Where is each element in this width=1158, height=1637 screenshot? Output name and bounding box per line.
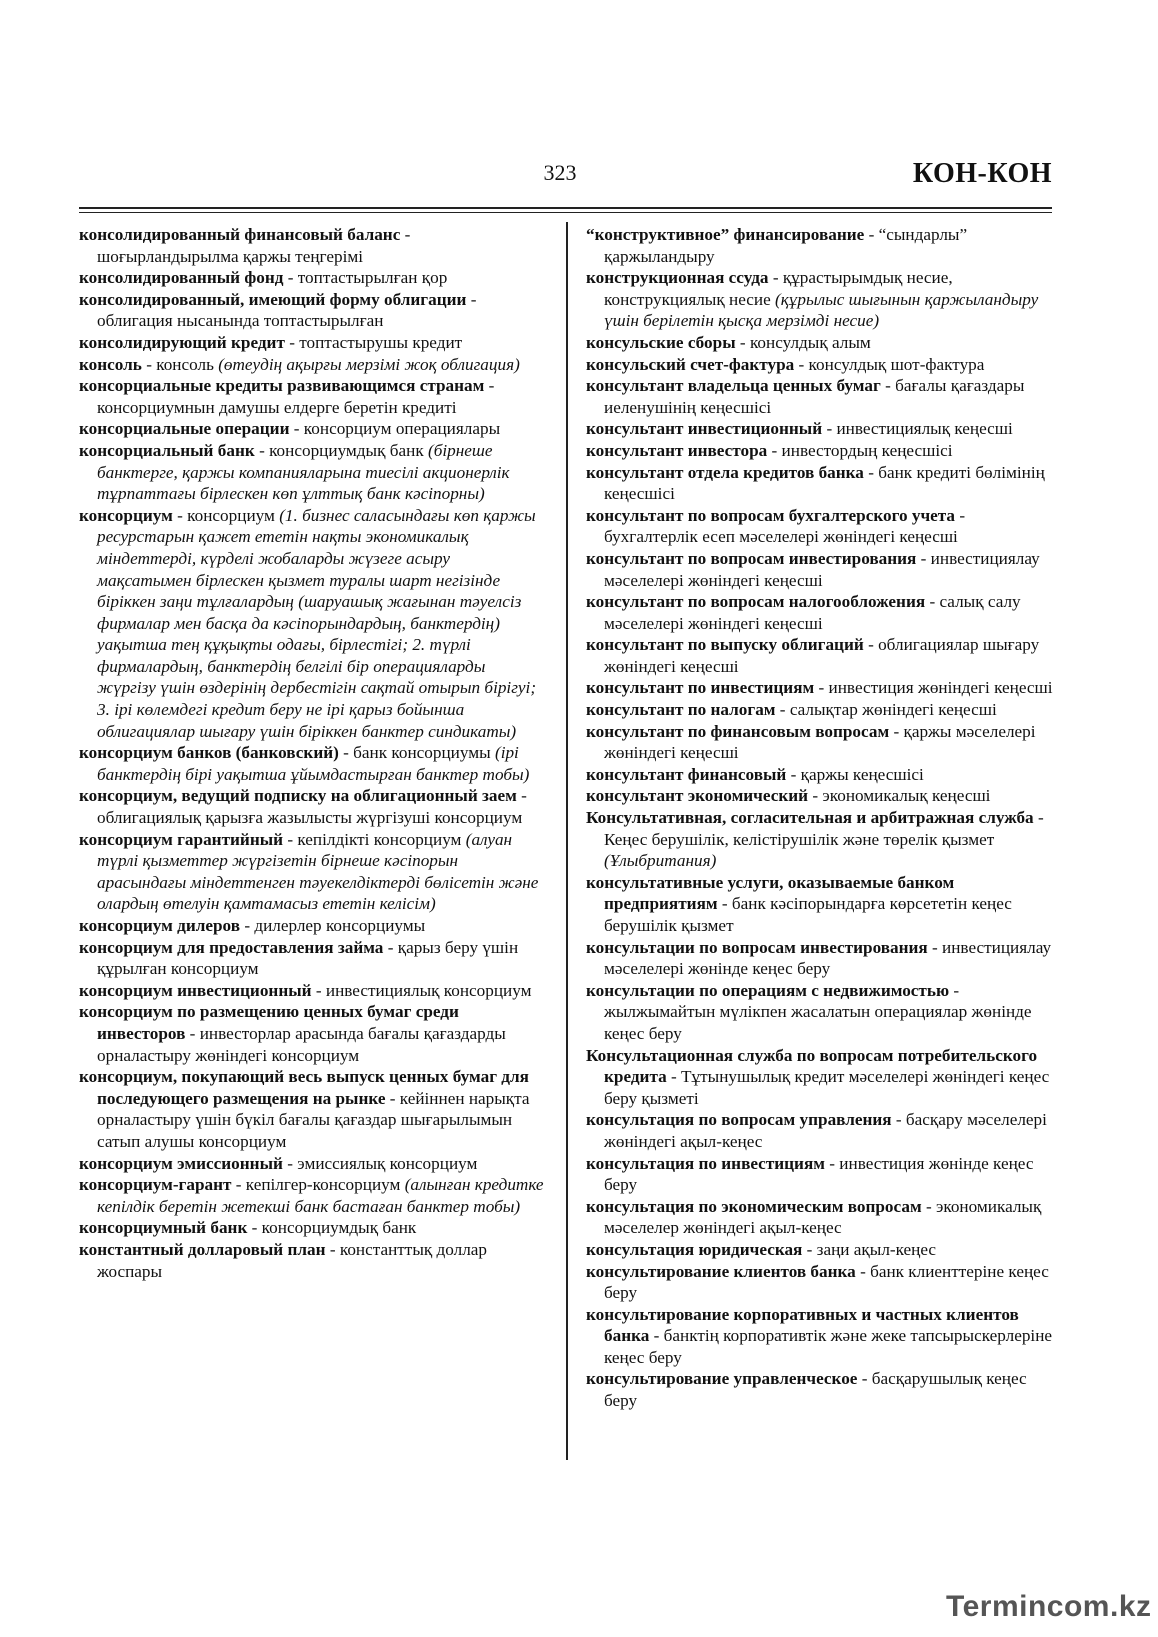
entry-term: консолидированный, имеющий форму облигации [79,289,467,309]
entry-term: консолидированный финансовый баланс [79,225,401,244]
entry-term: консолидирующий кредит [79,332,285,352]
entry-translation: - консулдық алым [735,332,871,352]
entry-translation: - банк кредиті бөлімінің кеңесшісі [604,462,1045,504]
dictionary-entry [586,462,1054,505]
dictionary-entry [586,872,1054,937]
dictionary-entry [79,980,546,1002]
dictionary-entry [586,1153,1054,1196]
entry-term: консультант по вопросам инвестирования [586,548,917,568]
dictionary-entry [586,1261,1054,1304]
column-divider [566,222,568,1460]
entry-note: (1. бизнес саласындағы көп қаржы ресурстарын қажет ететін нақты экономикалық міндеттерді, күрделі жобаларды жүзеге асыру мақсатымен бірлескен қызмет туралы шарт негізінде біріккен заңи тұлғалардың (шаруашық жағынан тәуелсіз фирмалар мен басқа да кәсіпорындардың, банктердің) уақытша тең құқықты одағы, бірлестігі; 2. түрлі фирмалардың, банктердің белгілі бір операцияларды жүргізу үшін өздерінің дербестігін сақтай отырып бірігуі; 3. ірі көлемдегі кредит беру не ірі қарыз бойынша облигациялар шығару үшін біріккен банктер синдикаты) [97,505,537,741]
dictionary-entry [586,807,1054,872]
dictionary-entry [586,1196,1054,1239]
dictionary-entry [586,1045,1054,1110]
right-column [586,224,1054,1412]
entry-term: консорциум, покупающий весь выпуск ценных бумаг для последующего размещения на рынке [79,1067,529,1108]
entry-term: консорциум, ведущий подписку на облигационный заем [79,786,517,806]
entry-term: консорциум-гарант [79,1175,232,1195]
entry-translation: - Кеңес берушілік, келістірушілік және төрелік қызмет [604,808,1044,849]
entry-term: консорциальный банк [79,440,255,460]
entry-translation: - салық салу мәселелері жөніндегі кеңесші [604,592,1021,633]
dictionary-entry [79,375,546,418]
entry-translation: - заңи ақыл-кеңес [802,1239,937,1259]
entry-translation: - салықтар жөніндегі кеңесші [775,700,997,720]
entry-term: консорциум гарантийный [79,829,284,849]
page-number: 323 [543,160,577,185]
entry-translation: - банк кәсіпорындарға көрсететін кеңес берушілік қызмет [604,894,1012,935]
entry-term: консультант инвестиционный [586,419,823,439]
entry-term: консультант отдела кредитов банка [586,462,864,482]
entry-term: консультирование управленческое [586,1369,858,1389]
entry-translation: - қарыз беру үшін құрылған консорциум [97,937,519,979]
entry-translation: - басқарушылық кеңес беру [604,1369,1027,1411]
dictionary-entry [586,267,1054,332]
dictionary-entry [586,332,1054,354]
entry-term: консультативные услуги, оказываемые банком предприятиям [586,872,955,914]
termincom-watermark-logo: Termincom.kz [946,1590,1152,1623]
dictionary-entry [79,332,546,354]
dictionary-entry [79,785,546,828]
dictionary-entry [79,1001,546,1066]
dictionary-entry [586,1109,1054,1152]
entry-note: (бірнеше банктерге, қаржы компанияларына тиесілі акционерлік тұрпаттағы бірлескен көп ұлттық банк кәсіпорны) [97,440,510,504]
entry-translation: - облигациялық қарызға жазылысты жүргізуші консорциум [97,786,527,828]
dictionary-entry [586,375,1054,418]
dictionary-entry [586,1239,1054,1261]
entry-term: консорциумный банк [79,1218,248,1238]
entry-term: консоль [79,354,142,374]
entry-term: консультант экономический [586,786,809,806]
dictionary-entry [586,591,1054,634]
entry-translation: - консорциумдық банк [247,1218,417,1238]
entry-term: консорциальные кредиты развивающимся странам [79,376,485,396]
entry-translation: - инвестиция жөнінде кеңес беру [604,1153,1034,1195]
entry-translation: - облигация нысанында топтастырылған [97,289,477,331]
dictionary-entry [79,829,546,915]
entry-translation: - инвесторлар арасында бағалы қағаздарды орналастыру жөніндегі консорциум [97,1023,506,1065]
entry-term: консультант по вопросам налогообложения [586,592,926,612]
entry-term: консультации по вопросам инвестирования [586,937,928,957]
entry-translation: - топтастырушы кредит [284,332,463,352]
entry-translation: - банк консорциумы [338,743,495,763]
entry-term: “конструктивное” финансирование [586,225,865,244]
dictionary-entry [79,354,546,376]
entry-translation: - жылжымайтын мүлікпен жасалатын операциялар жөнінде кеңес беру [604,980,1032,1043]
entry-term: консульские сборы [586,332,736,352]
entry-translation: - қаржы кеңесшісі [786,764,924,784]
entry-translation: - кепілдікті консорциум [283,829,466,849]
entry-note: (алынған кредитке кепілдік беретін жетекші банк бастаған банктер тобы) [97,1175,544,1216]
entry-term: консультант по вопросам бухгалтерского учета [586,505,956,525]
entry-translation: - консулдық шот-фактура [794,354,985,374]
entry-term: консультация по вопросам управления [586,1110,892,1130]
entry-term: консорциум по размещению ценных бумаг среди инвесторов [79,1002,459,1043]
entry-translation: - банк клиенттеріне кеңес беру [604,1261,1049,1303]
entry-translation: - кепілгер-консорциум [231,1175,405,1195]
entry-translation: - дилерлер консорциумы [240,916,426,935]
entry-term: консорциум дилеров [79,916,241,935]
running-head: КОН-КОН [912,158,1052,189]
entry-term: консультации по операциям с недвижимостью [586,980,950,1000]
entry-term: консорциум эмиссионный [79,1153,283,1173]
dictionary-entry [586,418,1054,440]
entry-translation: - консорциум [172,505,280,525]
dictionary-entry [586,980,1054,1045]
dictionary-entry [586,548,1054,591]
dictionary-entry [79,418,546,440]
entry-term: консорциум для предоставления займа [79,937,384,957]
entry-translation: - консорциумдық банк [254,440,428,460]
entry-translation: - консоль [141,354,219,374]
dictionary-entry [79,505,546,743]
entry-note: (ірі банктердің бірі уақытша ұйымдастырған банктер тобы) [97,743,530,784]
dictionary-entry [586,505,1054,548]
entry-term: Консультативная, согласительная и арбитражная служба [586,808,1034,828]
entry-term: консорциум инвестиционный [79,980,312,1000]
entry-translation: - эмиссиялық консорциум [282,1153,478,1173]
header-rule [79,207,1052,209]
entry-note: (құрылыс шығынын қаржыландыру үшін берілетін қысқа мерзімді несие) [604,289,1039,331]
entry-translation: - топтастырылған қор [283,268,448,288]
dictionary-entry [586,354,1054,376]
entry-translation: - инвестициялау мәселелері жөніндегі кеңесші [604,548,1040,590]
dictionary-entry [79,440,546,505]
entry-translation: - экономикалық кеңесші [808,786,991,806]
dictionary-entry [586,721,1054,764]
entry-term: консорциальные операции [79,419,290,439]
entry-term: консультация по инвестициям [586,1153,825,1173]
entry-translation: - консорциумнын дамушы елдерге беретін кредиті [97,376,495,417]
entry-term: консультант по инвестициям [586,678,815,698]
dictionary-entry [586,634,1054,677]
entry-term: консультация юридическая [586,1239,803,1259]
dictionary-entry [79,1217,546,1239]
dictionary-entry [79,742,546,785]
dictionary-entry [79,915,546,937]
entry-translation: - инвестициялау мәселелері жөнінде кеңес беру [604,937,1052,979]
entry-translation: - Тұтынушылық кредит мәселелері жөніндегі кеңес беру қызметі [604,1067,1050,1108]
entry-term: консорциум банков (банковский) [79,743,339,763]
entry-translation: - экономикалық мәселелер жөніндегі ақыл-кеңес [604,1196,1042,1238]
header-rule-thin [79,212,1052,213]
dictionary-entry [586,785,1054,807]
dictionary-entry [79,1174,546,1217]
dictionary-entry [586,937,1054,980]
dictionary-entry [79,937,546,980]
dictionary-entry [586,440,1054,462]
entry-term: консультант финансовый [586,764,787,784]
entry-translation: - инвестиция жөніндегі кеңесші [814,678,1053,698]
entry-translation: - бухгалтерлік есеп мәселелері жөніндегі кеңесші [604,505,966,547]
dictionary-entry [79,267,546,289]
dictionary-entry [586,1368,1054,1411]
entry-note: (өтеудің ақырғы мерзімі жоқ облигация) [218,354,520,374]
entry-translation: - қаржы мәселелері жөніндегі кеңесші [604,721,1036,763]
entry-term: консультант по выпуску облигаций [586,635,864,655]
dictionary-entry [79,1066,546,1152]
entry-translation: - константтық доллар жоспары [97,1239,487,1281]
entry-translation: - басқару мәселелері жөніндегі ақыл-кеңес [604,1110,1047,1151]
entry-note: (Ұлыбритания) [604,851,717,871]
entry-translation: - инвестициялық консорциум [311,980,532,1000]
entry-term: консультант инвестора [586,440,768,460]
entry-term: консультирование клиентов банка [586,1261,856,1281]
left-column [79,224,546,1282]
entry-term: консультирование корпоративных и частных клиентов банка [586,1304,1019,1346]
entry-translation: - инвестордың кеңесшісі [767,440,953,460]
entry-translation: - инвестициялық кеңесші [822,419,1013,439]
entry-term: консультант по налогам [586,700,776,720]
entry-term: консультант владельца ценных бумаг [586,376,881,396]
entry-translation: - “сындарлы” қаржыландыру [604,225,968,266]
entry-translation: - консорциум операциялары [289,419,501,439]
entry-term: консультация по экономическим вопросам [586,1196,922,1216]
entry-translation: - құрастырымдық несие, конструкциялық несие [604,268,953,309]
dictionary-entry [79,1239,546,1282]
dictionary-entry [586,677,1054,699]
entry-term: консорциум [79,505,173,525]
entry-translation: - кейіннен нарықта орналастыру үшін бүкіл бағалы қағаздар шығарылымын сатып алушы консорциум [97,1088,530,1151]
entry-term: консультант по финансовым вопросам [586,721,890,741]
entry-translation: - облигациялар шығару жөніндегі кеңесші [604,635,1040,676]
entry-translation: - банктің корпоративтік және жеке тапсырыскерлеріне кеңес беру [604,1326,1053,1367]
entry-term: Консультационная служба по вопросам потребительского кредита [586,1045,1038,1087]
dictionary-entry [586,1304,1054,1369]
entry-term: консульский счет-фактура [586,354,795,374]
entry-translation: - бағалы қағаздары иеленушінің кеңесшісі [604,376,1025,417]
entry-term: конструкционная ссуда [586,268,769,288]
entry-term: константный долларовый план [79,1239,326,1259]
dictionary-entry [586,699,1054,721]
entry-note: (алуан түрлі қызметтер жүргізетін бірнеше кәсіпорын арасындағы міндеттенген тәуекелдіктерді бөлісетін және олардың өтелуін қамтамасыз ететін келісім) [97,829,539,914]
dictionary-entry [79,1153,546,1175]
entry-term: консолидированный фонд [79,268,284,288]
entry-translation: - шоғырландырылма қаржы теңгерімі [97,225,411,266]
dictionary-entry [586,764,1054,786]
dictionary-entry [79,224,546,267]
dictionary-entry [79,289,546,332]
dictionary-entry [586,224,1054,267]
